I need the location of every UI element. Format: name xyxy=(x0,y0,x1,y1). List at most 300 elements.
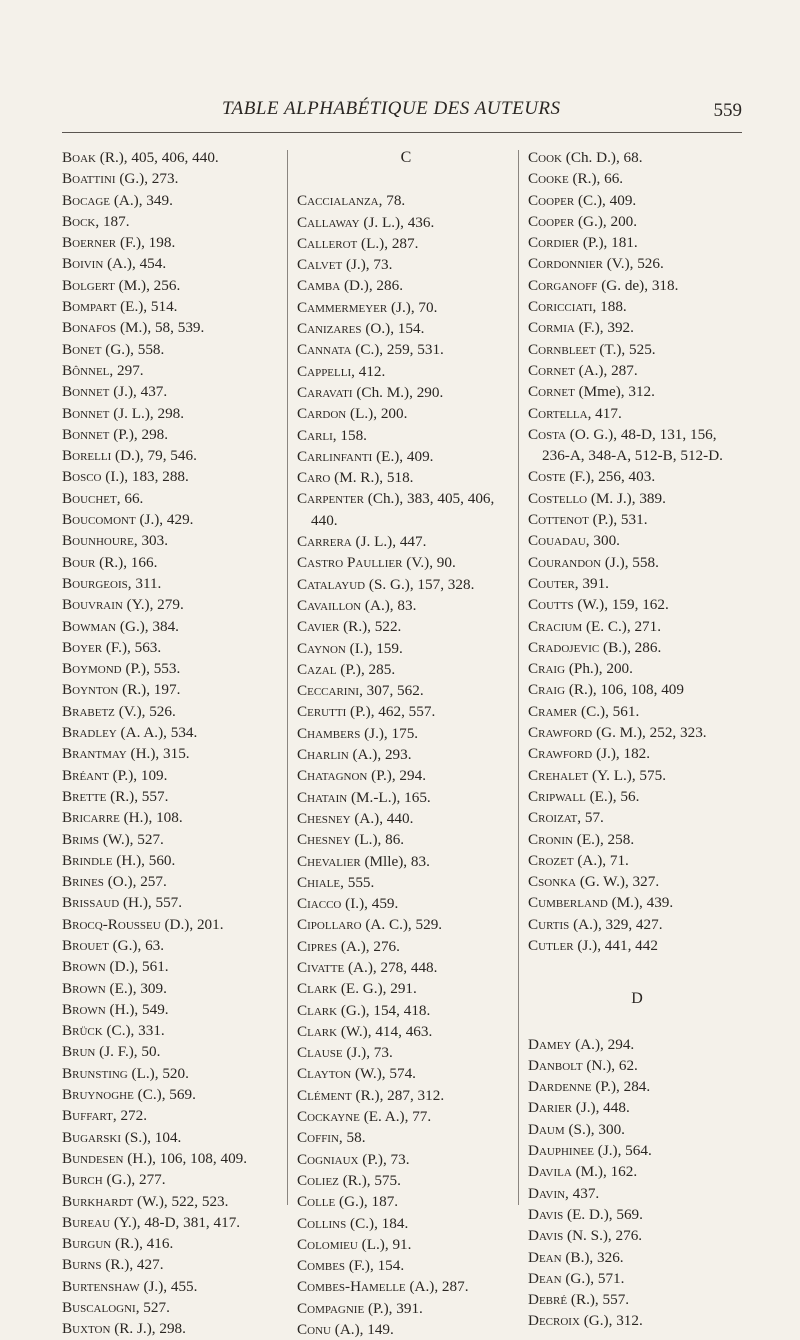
author-name: Colomieu xyxy=(297,1235,358,1253)
index-entry xyxy=(62,978,280,999)
index-entry xyxy=(528,275,746,296)
index-entry xyxy=(528,850,746,871)
entry-pages: (R.), 557. xyxy=(567,1291,630,1309)
index-entry xyxy=(528,914,746,935)
index-entry xyxy=(528,211,746,232)
entry-pages: , 66. xyxy=(116,489,144,507)
index-entry xyxy=(62,935,280,956)
author-name: Coste xyxy=(528,468,566,486)
author-name: Boymond xyxy=(62,660,122,678)
index-entry xyxy=(62,999,280,1020)
author-name: Caro xyxy=(297,469,331,487)
index-entry xyxy=(62,956,280,977)
index-entry xyxy=(528,1225,746,1246)
index-entry xyxy=(297,851,515,872)
index-entry xyxy=(528,1204,746,1225)
entry-pages: (J.), 564. xyxy=(593,1142,652,1160)
author-name: Damey xyxy=(528,1035,572,1053)
entry-pages: (Y. L.), 575. xyxy=(588,766,666,784)
entry-pages: (Ch.), 383, 405, 406, 440. xyxy=(311,490,495,529)
entry-pages: (E.), 258. xyxy=(572,830,635,848)
index-entry xyxy=(297,1021,515,1042)
entry-pages: , 555. xyxy=(340,873,375,891)
author-name: Borelli xyxy=(62,447,112,465)
author-name: Davis xyxy=(528,1205,564,1223)
author-name: Brocq-Rousseu xyxy=(62,915,161,933)
index-entry xyxy=(62,232,280,253)
index-entry xyxy=(297,701,515,722)
index-entry xyxy=(62,168,280,189)
entry-pages: (F.), 154. xyxy=(345,1257,405,1275)
index-entry xyxy=(297,957,515,978)
entry-pages: (R.), 106, 108, 409 xyxy=(565,681,684,699)
index-entry xyxy=(297,808,515,829)
entry-pages: (B.), 326. xyxy=(561,1248,624,1266)
author-name: Crawford xyxy=(528,745,593,763)
entry-pages: (W.), 414, 463. xyxy=(337,1022,433,1040)
index-entry xyxy=(297,659,515,680)
index-entry xyxy=(62,1020,280,1041)
author-name: Clark xyxy=(297,1001,338,1019)
index-entry xyxy=(62,1063,280,1084)
author-name: Bompart xyxy=(62,298,117,316)
index-entry xyxy=(62,360,280,381)
entry-pages: (J. L.), 298. xyxy=(109,404,185,422)
author-name: Cortella xyxy=(528,404,588,422)
entry-pages: (S.), 300. xyxy=(564,1120,625,1138)
entry-pages: (F.), 256, 403. xyxy=(565,468,656,486)
index-entry xyxy=(297,1191,515,1212)
author-name: Boivin xyxy=(62,255,104,273)
index-entry xyxy=(62,1148,280,1169)
entry-pages: (S. G.), 157, 328. xyxy=(365,575,475,593)
entry-pages: (G.), 273. xyxy=(115,170,179,188)
entry-pages: (E. C.), 271. xyxy=(582,617,662,635)
entry-pages: , 158. xyxy=(332,426,367,444)
entry-pages: (P.), 531. xyxy=(588,511,648,529)
author-name: Corganoff xyxy=(528,276,598,294)
index-entry xyxy=(528,296,746,317)
author-name: Cornbleet xyxy=(528,340,596,358)
entry-pages: (P.), 109. xyxy=(108,766,168,784)
entry-pages: (N.), 62. xyxy=(582,1056,638,1074)
author-name: Bonet xyxy=(62,340,102,358)
entry-pages: (G.), 277. xyxy=(102,1171,166,1189)
entry-pages: (P.), 73. xyxy=(358,1150,410,1168)
author-name: Cooper xyxy=(528,191,575,209)
entry-pages: (P.), 391. xyxy=(364,1299,423,1317)
index-entry xyxy=(62,701,280,722)
index-entry xyxy=(62,871,280,892)
index-entry xyxy=(62,530,280,551)
entry-pages: (G.), 384. xyxy=(116,617,179,635)
index-entry xyxy=(528,488,746,509)
entry-pages: (J. L.), 447. xyxy=(351,533,427,551)
entry-pages: (L.), 520. xyxy=(127,1064,189,1082)
entry-pages: (S.), 104. xyxy=(121,1128,182,1146)
author-name: Boerner xyxy=(62,234,117,252)
index-entry xyxy=(62,594,280,615)
author-name: Couter xyxy=(528,574,575,592)
entry-pages: (P.), 298. xyxy=(109,425,169,443)
index-entry xyxy=(297,765,515,786)
index-entry xyxy=(62,296,280,317)
author-name: Bouchet xyxy=(62,489,117,507)
index-entry xyxy=(62,637,280,658)
author-name: Brissaud xyxy=(62,894,120,912)
entry-pages: (J.), 429. xyxy=(135,511,194,529)
index-column-3 xyxy=(528,147,746,1332)
index-entry xyxy=(62,658,280,679)
entry-pages: , 412. xyxy=(351,362,386,380)
entry-pages: , 272. xyxy=(112,1107,148,1125)
entry-pages: , 437. xyxy=(565,1184,600,1202)
entry-pages: (A.), 278, 448. xyxy=(344,958,438,976)
author-name: Bocage xyxy=(62,191,111,209)
author-name: Brown xyxy=(62,1000,106,1018)
index-entry xyxy=(297,531,515,552)
index-entry xyxy=(297,680,515,701)
index-entry xyxy=(297,190,515,211)
entry-pages: (C.), 184. xyxy=(346,1214,409,1232)
entry-pages: (W.), 574. xyxy=(351,1065,416,1083)
author-name: Burtenshaw xyxy=(62,1277,140,1295)
index-entry xyxy=(297,616,515,637)
entry-pages: (D.), 79, 546. xyxy=(111,447,197,465)
section-letter-d: D xyxy=(631,990,643,1008)
entry-pages: (A.), 71. xyxy=(573,851,629,869)
author-name: Cipres xyxy=(297,937,338,955)
index-entry xyxy=(62,722,280,743)
author-name: Crehalet xyxy=(528,766,589,784)
index-entry xyxy=(297,1042,515,1063)
index-entry xyxy=(528,1034,746,1055)
section-letter-c: C xyxy=(400,149,412,166)
author-name: Dean xyxy=(528,1248,562,1266)
index-entry xyxy=(62,445,280,466)
author-name: Combes-Hamelle xyxy=(297,1278,406,1296)
author-name: Craig xyxy=(528,681,566,699)
index-entry xyxy=(62,552,280,573)
index-entry xyxy=(528,786,746,807)
author-name: Brück xyxy=(62,1022,103,1040)
index-entry xyxy=(62,1105,280,1126)
entry-pages: (J. F.), 50. xyxy=(95,1043,161,1061)
index-entry xyxy=(528,829,746,850)
author-name: Carrera xyxy=(297,533,352,551)
entry-pages: (P.), 284. xyxy=(591,1078,651,1096)
index-entry xyxy=(297,446,515,467)
author-name: Brims xyxy=(62,830,100,848)
index-entry xyxy=(528,1097,746,1118)
index-entry xyxy=(62,743,280,764)
author-name: Camba xyxy=(297,277,341,295)
index-entry xyxy=(297,403,515,424)
author-name: Craig xyxy=(528,660,566,678)
entry-pages: (G.), 154, 418. xyxy=(337,1001,431,1019)
index-entry xyxy=(297,425,515,446)
index-entry xyxy=(297,297,515,318)
author-name: Bolgert xyxy=(62,276,115,294)
author-name: Brette xyxy=(62,787,107,805)
entry-pages: (P.), 553. xyxy=(121,660,181,678)
index-entry xyxy=(297,1298,515,1319)
author-name: Brunsting xyxy=(62,1064,128,1082)
entry-pages: (P.), 462, 557. xyxy=(346,703,436,721)
entry-pages: (G.), 571. xyxy=(561,1269,625,1287)
index-entry xyxy=(528,743,746,764)
author-name: Bounhoure xyxy=(62,532,134,550)
entry-pages: (A. A.), 534. xyxy=(116,724,198,742)
index-entry xyxy=(528,1076,746,1097)
index-entry xyxy=(528,658,746,679)
index-entry xyxy=(297,1063,515,1084)
author-name: Bricarre xyxy=(62,809,120,827)
entry-pages: (O. G.), 48-D, 131, 156, 236-A, 348-A, 512-B, 512-D. xyxy=(542,425,723,465)
index-entry xyxy=(528,381,746,402)
author-name: Brindle xyxy=(62,851,113,869)
index-entry xyxy=(528,701,746,722)
entry-pages: (L.), 287. xyxy=(357,234,419,252)
author-name: Boynton xyxy=(62,681,119,699)
author-name: Clayton xyxy=(297,1065,352,1083)
index-entry xyxy=(62,807,280,828)
index-entry xyxy=(528,168,746,189)
author-name: Buffart xyxy=(62,1107,113,1125)
index-entry xyxy=(62,275,280,296)
index-entry xyxy=(297,1319,515,1340)
index-entry xyxy=(528,765,746,786)
entry-pages: (G. W.), 327. xyxy=(576,873,660,891)
author-name: Collins xyxy=(297,1214,347,1232)
author-name: Burch xyxy=(62,1171,103,1189)
entry-pages: , 527. xyxy=(135,1299,170,1317)
entry-pages: (E. D.), 569. xyxy=(563,1205,643,1223)
index-entry xyxy=(528,935,746,956)
entry-pages: (J.), 448. xyxy=(571,1099,630,1117)
author-name: Cramer xyxy=(528,702,578,720)
author-name: Burns xyxy=(62,1256,102,1274)
index-entry xyxy=(297,787,515,808)
entry-pages: (A.), 454. xyxy=(103,255,167,273)
entry-pages: (F.), 563. xyxy=(102,638,162,656)
index-entry xyxy=(297,339,515,360)
author-name: Chambers xyxy=(297,724,361,742)
author-name: Bréant xyxy=(62,766,109,784)
index-entry xyxy=(62,1041,280,1062)
entry-pages: , 300. xyxy=(585,532,620,550)
index-entry xyxy=(297,872,515,893)
author-name: Chatagnon xyxy=(297,767,368,785)
entry-pages: (A.), 294. xyxy=(571,1035,635,1053)
index-entry xyxy=(297,361,515,382)
entry-pages: (E. A.), 77. xyxy=(359,1108,432,1126)
entry-pages: (L.), 91. xyxy=(357,1235,412,1253)
author-name: Carpenter xyxy=(297,490,364,508)
index-entry xyxy=(62,253,280,274)
entry-pages: (E.), 56. xyxy=(585,787,640,805)
entry-pages: (L.), 200. xyxy=(346,405,408,423)
index-entry xyxy=(62,403,280,424)
author-name: Coricciati xyxy=(528,298,593,316)
author-name: Cazal xyxy=(297,660,337,678)
author-name: Davila xyxy=(528,1163,572,1181)
index-entry xyxy=(297,978,515,999)
entry-pages: (R.), 66. xyxy=(568,170,624,188)
author-name: Clause xyxy=(297,1044,343,1062)
author-name: Callerot xyxy=(297,234,358,252)
index-entry xyxy=(297,488,515,531)
entry-pages: (R.), 575. xyxy=(338,1171,401,1189)
index-entry xyxy=(297,318,515,339)
entry-pages: (M.-L.), 165. xyxy=(347,788,431,806)
index-entry xyxy=(297,212,515,233)
entry-pages: (G.), 312. xyxy=(579,1312,643,1330)
author-name: Bourgeois xyxy=(62,574,128,592)
index-entry xyxy=(62,509,280,530)
author-name: Bowman xyxy=(62,617,117,635)
author-name: Cottenot xyxy=(528,511,589,529)
index-entry xyxy=(62,1254,280,1275)
author-name: Boak xyxy=(62,149,96,166)
index-entry xyxy=(62,914,280,935)
entry-pages: (I.), 183, 288. xyxy=(101,468,189,486)
author-name: Chatain xyxy=(297,788,348,806)
index-entry xyxy=(528,1268,746,1289)
index-entry xyxy=(62,190,280,211)
author-name: Callaway xyxy=(297,213,360,231)
index-entry xyxy=(297,1085,515,1106)
index-entry xyxy=(297,1170,515,1191)
index-entry xyxy=(62,1276,280,1297)
author-name: Bugarski xyxy=(62,1128,122,1146)
index-entry xyxy=(297,638,515,659)
entry-pages: (A.), 329, 427. xyxy=(569,915,663,933)
author-name: Bosco xyxy=(62,468,102,486)
entry-pages: (J.), 73. xyxy=(342,1044,393,1062)
header-rule xyxy=(62,132,742,133)
author-name: Calvet xyxy=(297,256,343,274)
index-entry xyxy=(528,339,746,360)
author-name: Chesney xyxy=(297,831,351,849)
entry-pages: (M.), 58, 539. xyxy=(116,319,205,337)
index-entry xyxy=(297,1276,515,1297)
author-name: Cronin xyxy=(528,830,573,848)
entry-pages: (R.), 405, 406, 440. xyxy=(95,149,219,166)
author-name: Cardon xyxy=(297,405,347,423)
author-name: Cordonnier xyxy=(528,255,603,273)
column-divider xyxy=(287,150,288,1205)
author-name: Cornet xyxy=(528,361,575,379)
author-name: Croizat xyxy=(528,809,578,827)
index-entry xyxy=(62,424,280,445)
entry-pages: (M. R.), 518. xyxy=(330,469,414,487)
entry-pages: (W.), 522, 523. xyxy=(133,1192,229,1210)
index-entry xyxy=(62,466,280,487)
entry-pages: (J.), 73. xyxy=(342,256,393,274)
author-name: Couadau xyxy=(528,532,586,550)
entry-pages: (M.), 162. xyxy=(571,1163,638,1181)
author-name: Compagnie xyxy=(297,1299,365,1317)
entry-pages: (H.), 315. xyxy=(126,745,190,763)
index-entry xyxy=(297,1213,515,1234)
index-entry xyxy=(297,254,515,275)
index-entry xyxy=(297,275,515,296)
entry-pages: (G.), 558. xyxy=(101,340,165,358)
entry-pages: (O.), 154. xyxy=(361,320,425,338)
author-name: Ciacco xyxy=(297,895,342,913)
author-name: Cradojevic xyxy=(528,638,600,656)
author-name: Carli xyxy=(297,426,333,444)
entry-pages: (J.), 441, 442 xyxy=(573,936,658,954)
entry-pages: (W.), 527. xyxy=(99,830,164,848)
index-entry xyxy=(528,1119,746,1140)
index-entry xyxy=(297,936,515,957)
author-name: Bonnet xyxy=(62,383,110,401)
entry-pages: (C.), 331. xyxy=(102,1022,165,1040)
index-entry xyxy=(528,147,746,168)
entry-pages: (H.), 106, 108, 409. xyxy=(123,1149,248,1167)
entry-pages: (V.), 526. xyxy=(114,702,176,720)
author-name: Brun xyxy=(62,1043,96,1061)
entry-pages: (F.), 392. xyxy=(574,319,634,337)
index-entry xyxy=(297,552,515,573)
entry-pages: (H.), 560. xyxy=(112,851,176,869)
entry-pages: (J.), 70. xyxy=(387,298,438,316)
page-title: TABLE ALPHABÉTIQUE DES AUTEURS xyxy=(222,98,561,119)
entry-pages: , 58. xyxy=(338,1129,366,1147)
author-name: Colle xyxy=(297,1193,336,1211)
author-name: Cook xyxy=(528,149,562,166)
index-entry xyxy=(62,850,280,871)
author-name: Davin xyxy=(528,1184,566,1202)
index-entry xyxy=(528,466,746,487)
author-name: Costello xyxy=(528,489,588,507)
entry-pages: (I.), 159. xyxy=(345,639,403,657)
entry-pages: (Mme), 312. xyxy=(574,383,655,401)
index-entry xyxy=(62,892,280,913)
author-name: Cracium xyxy=(528,617,583,635)
author-name: Cannata xyxy=(297,341,352,359)
index-column-1 xyxy=(62,147,280,1340)
index-entry xyxy=(62,1169,280,1190)
entry-pages: (A.), 83. xyxy=(361,596,417,614)
author-name: Brabetz xyxy=(62,702,115,720)
index-entry xyxy=(62,1297,280,1318)
entry-pages: (H.), 108. xyxy=(119,809,183,827)
author-name: Buxton xyxy=(62,1320,111,1338)
index-entry xyxy=(62,765,280,786)
entry-pages: (O.), 257. xyxy=(103,873,167,891)
entry-pages: (M.), 256. xyxy=(114,276,181,294)
author-name: Cerutti xyxy=(297,703,347,721)
index-entry xyxy=(62,1191,280,1212)
index-entry xyxy=(528,594,746,615)
author-name: Conu xyxy=(297,1321,331,1339)
entry-pages: (C.), 259, 531. xyxy=(351,341,444,359)
index-entry xyxy=(62,1212,280,1233)
entry-pages: , 307, 562. xyxy=(359,682,424,700)
author-name: Cogniaux xyxy=(297,1150,359,1168)
entry-pages: (M.), 439. xyxy=(607,894,674,912)
author-name: Cordier xyxy=(528,234,580,252)
index-entry xyxy=(297,467,515,488)
author-name: Bonnet xyxy=(62,404,110,422)
index-entry xyxy=(297,1149,515,1170)
index-entry xyxy=(297,595,515,616)
entry-pages: (Y.), 279. xyxy=(122,596,184,614)
index-entry xyxy=(528,616,746,637)
